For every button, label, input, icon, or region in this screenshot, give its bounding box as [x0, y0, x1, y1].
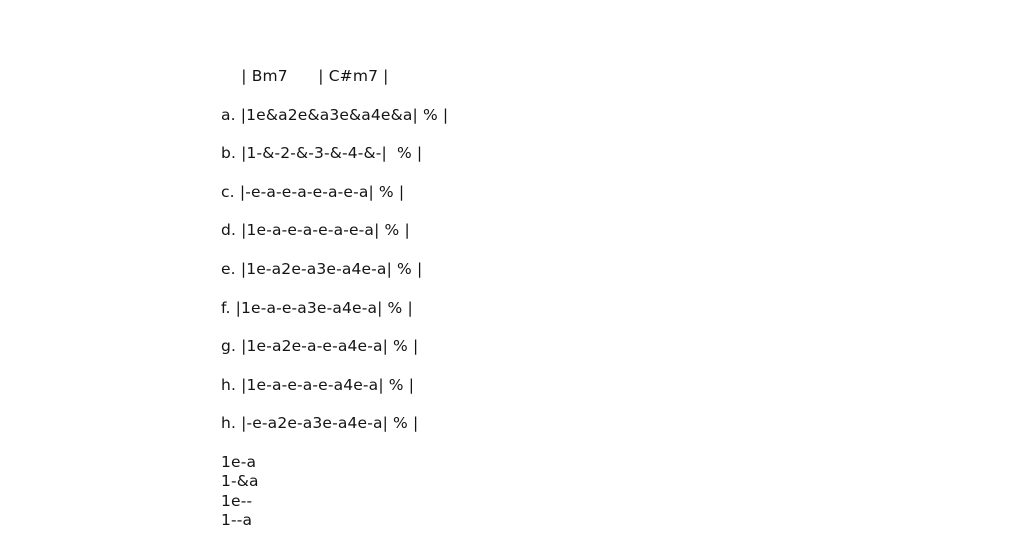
- blank-line: [221, 241, 448, 260]
- exercise-line: a. |1e&a2e&a3e&a4e&a| % |: [221, 105, 449, 124]
- rhythm-notation-block: [221, 67, 448, 530]
- blank-line: [221, 318, 448, 337]
- blank-line: [221, 163, 448, 182]
- exercise-line: h. |-e-a2e-a3e-a4e-a| % |: [221, 414, 419, 433]
- subdivision-example-list: [221, 453, 448, 530]
- exercise-line: b. |1-&-2-&-3-&-4-&-| % |: [221, 144, 423, 163]
- exercise-line: c. |-e-a-e-a-e-a-e-a| % |: [221, 182, 405, 201]
- chord-header-line: | Bm7 | C#m7 |: [221, 67, 389, 85]
- exercise-line: h. |1e-a-e-a-e-a4e-a| % |: [221, 375, 415, 394]
- blank-line: [221, 395, 448, 414]
- exercise-line: d. |1e-a-e-a-e-a-e-a| % |: [221, 221, 410, 240]
- exercise-line: g. |1e-a2e-a-e-a4e-a| % |: [221, 337, 419, 356]
- blank-line: [221, 434, 448, 453]
- blank-line: [221, 125, 448, 144]
- exercise-line: f. |1e-a-e-a3e-a4e-a| % |: [221, 298, 413, 317]
- exercise-line: e. |1e-a2e-a3e-a4e-a| % |: [221, 259, 423, 278]
- subdivision-example-line: 1-&a: [221, 472, 259, 491]
- subdivision-example-line: 1--a: [221, 510, 253, 529]
- exercise-line-list: [221, 106, 448, 453]
- blank-line: [221, 356, 448, 375]
- subdivision-example-line: 1e--: [221, 491, 253, 510]
- blank-line: [221, 86, 448, 105]
- subdivision-example-line: 1e-a: [221, 452, 257, 471]
- blank-line: [221, 279, 448, 298]
- blank-line: [221, 202, 448, 221]
